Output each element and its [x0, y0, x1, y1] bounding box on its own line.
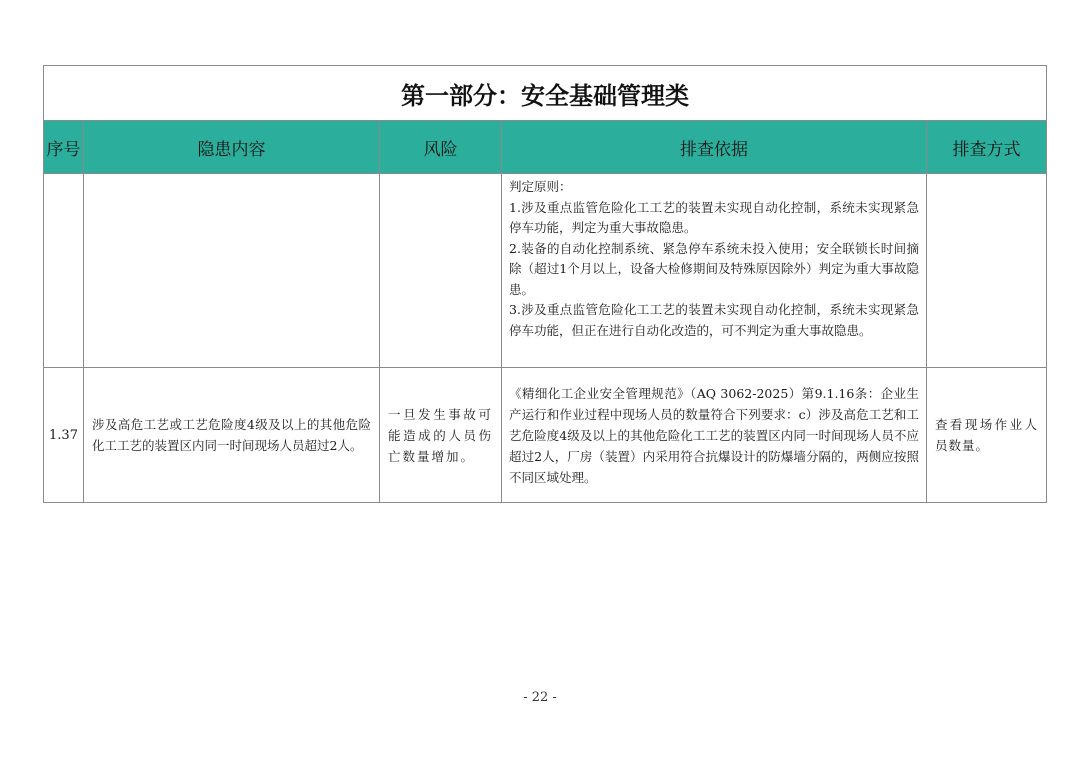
header-index: 序号: [44, 121, 84, 174]
basis-line: 2.装备的自动化控制系统、紧急停车系统未投入使用；安全联锁长时间摘除（超过1个月以上，设备大检修期间及特殊原因除外）判定为重大事故隐患。: [509, 240, 919, 297]
section-title: 第一部分：安全基础管理类: [44, 66, 1047, 121]
cell-method-empty: [927, 174, 1047, 368]
cell-risk-empty: [380, 174, 502, 368]
header-risk: 风险: [380, 121, 502, 174]
header-content: 隐患内容: [84, 121, 380, 174]
page-number: - 22 -: [523, 690, 557, 705]
section-title-row: [44, 66, 1047, 121]
cell-content: 涉及高危工艺或工艺危险度4级及以上的其他危险化工工艺的装置区内同一时间现场人员超过2人。: [84, 368, 380, 503]
cell-method: 查看现场作业人员数量。: [927, 368, 1047, 503]
header-basis: 排查依据: [502, 121, 927, 174]
inspection-table: [43, 65, 1047, 503]
cell-basis-continued: [502, 174, 927, 368]
cell-basis: 《精细化工企业安全管理规范》（AQ 3062-2025）第9.1.16条：企业生产运行和作业过程中现场人员的数量符合下列要求：c）涉及高危工艺和工艺危险度4级及以上的其他危险化工工艺的装置区内同一时间现场人员不应超过2人，厂房（装置）内采用符合抗爆设计的防爆墙分隔的，两侧应按照不同区域处理。: [502, 368, 927, 503]
cell-content-empty: [84, 174, 380, 368]
header-row: [44, 121, 1047, 174]
table-row: [44, 368, 1047, 503]
cell-risk: 一旦发生事故可能造成的人员伤亡数量增加。: [380, 368, 502, 503]
basis-line: 判定原则：: [509, 179, 572, 194]
table-row-continued: [44, 174, 1047, 368]
cell-index: 1.37: [44, 368, 84, 503]
basis-line: 1.涉及重点监管危险化工工艺的装置未实现自动化控制，系统未实现紧急停车功能，判定为重大事故隐患。: [509, 199, 919, 235]
header-method: 排查方式: [927, 121, 1047, 174]
cell-index-empty: [44, 174, 84, 368]
basis-line: 3.涉及重点监管危险化工工艺的装置未实现自动化控制，系统未实现紧急停车功能，但正在进行自动化改造的，可不判定为重大事故隐患。: [509, 302, 919, 338]
